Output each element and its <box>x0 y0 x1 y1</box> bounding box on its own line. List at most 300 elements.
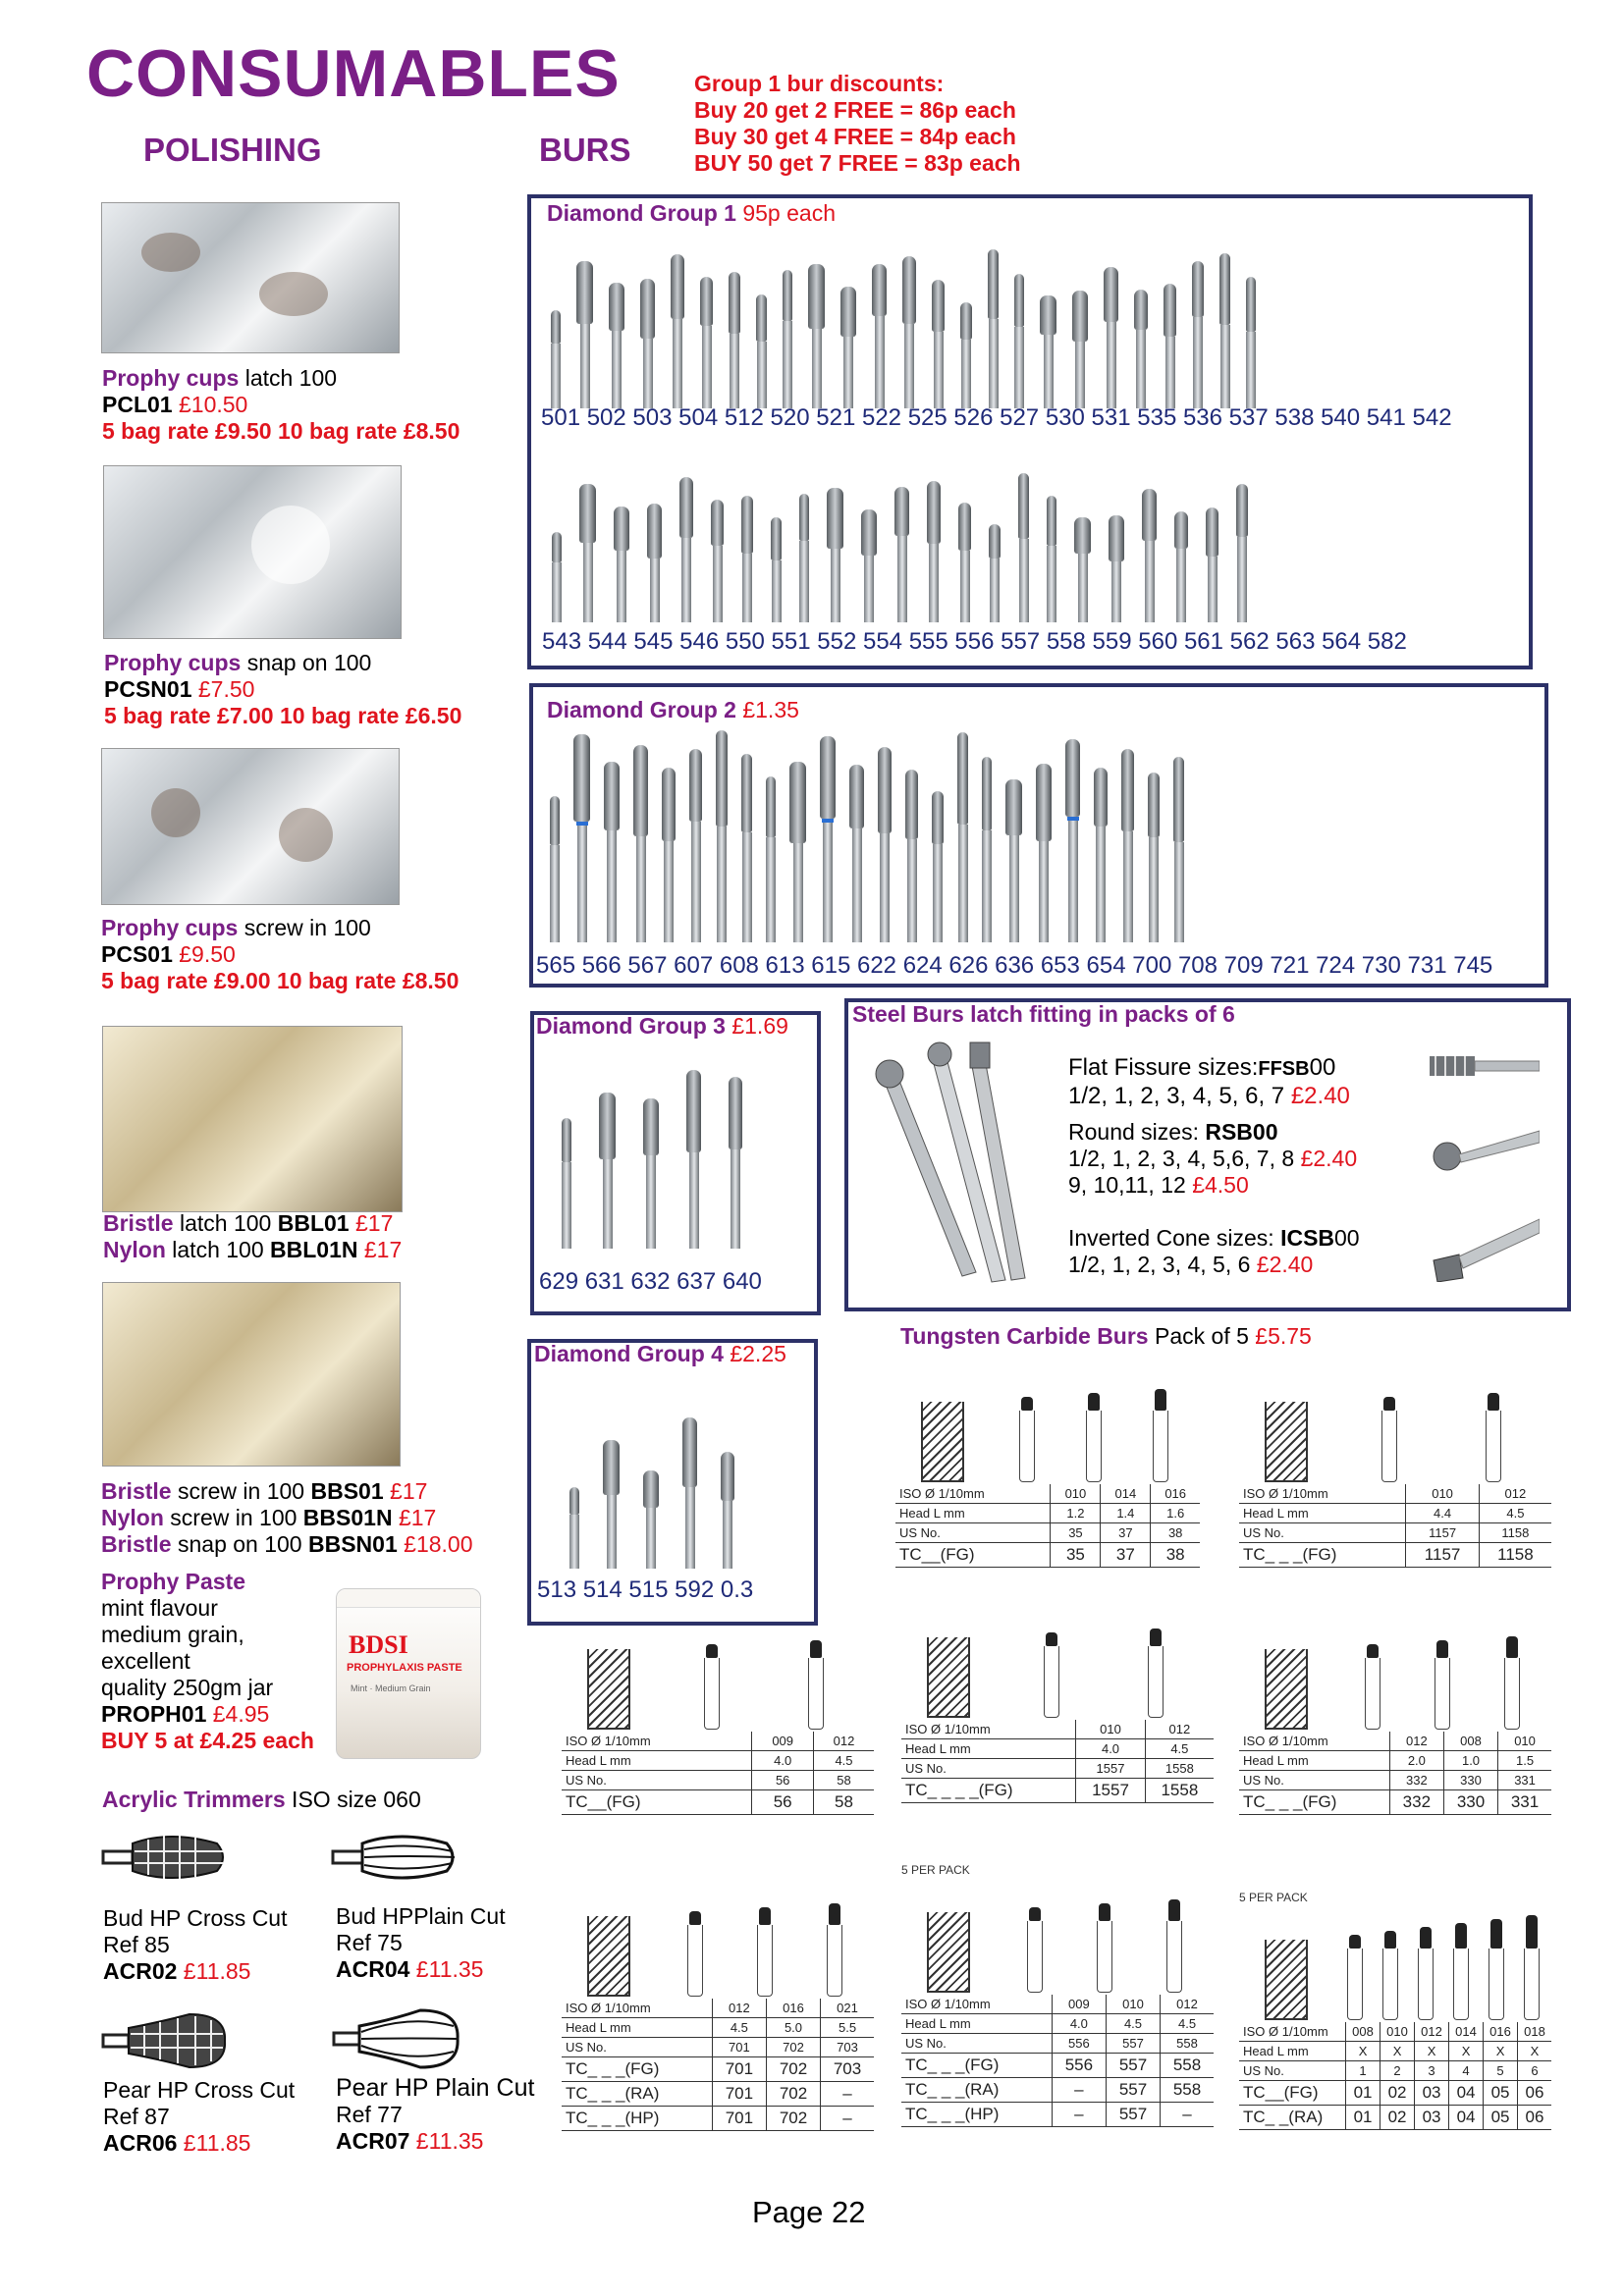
diamond-bur-icon <box>1065 739 1080 942</box>
product-code: PCS01 <box>101 941 173 967</box>
diamond-group-1-row-1 <box>543 232 1525 408</box>
table-row <box>562 2038 874 2057</box>
table-cell: 1158 <box>1479 1523 1551 1543</box>
table-cell: 702 <box>766 2038 820 2057</box>
product-price: £2.40 <box>1290 1083 1350 1109</box>
diamond-group-1-codes-2: 543 544 545 546 550 551 552 554 555 556 557 558 559 560 561 562 563 564 582 <box>542 628 1407 655</box>
diamond-bur-icon <box>614 507 629 622</box>
product-desc: snap on 100 <box>171 1531 308 1557</box>
table-cell: 012 <box>712 1999 766 2018</box>
diamond-bur-icon <box>1005 779 1022 942</box>
diamond-bur-icon <box>1219 253 1230 408</box>
table-cell: 4.0 <box>752 1751 814 1771</box>
tungsten-bur-icon <box>1027 1907 1043 1993</box>
table-cell: 012 <box>1145 1720 1214 1739</box>
tungsten-bur-icon <box>1044 1632 1059 1718</box>
tungsten-bur-drawing <box>1239 1622 1551 1730</box>
product-code: BBL01 <box>277 1210 350 1236</box>
table-cell: 04 <box>1449 2081 1484 2106</box>
diamond-bur-icon <box>711 500 724 622</box>
tungsten-bur-detail-icon <box>587 1649 630 1730</box>
iso-size: ISO size 060 <box>285 1787 421 1812</box>
item-code: ACR06 <box>103 2130 178 2156</box>
item-name: Bud HP Cross Cut <box>103 1905 288 1931</box>
table-cell: 558 <box>1161 2034 1214 2054</box>
table-row <box>562 1999 874 2018</box>
size-label: Inverted Cone sizes: <box>1068 1225 1281 1251</box>
diamond-bur-icon <box>982 757 992 942</box>
group-price: 95p each <box>735 200 836 226</box>
round-bur-icon <box>1430 1127 1540 1172</box>
table-cell: 016 <box>1151 1484 1200 1504</box>
bristle-latch-info <box>103 1210 402 1263</box>
product-name: Nylon <box>101 1505 164 1530</box>
diamond-bur-icon <box>878 747 892 942</box>
table-cell: 330 <box>1443 1771 1497 1790</box>
table-cell: 35 <box>1051 1523 1101 1543</box>
product-code: ICSB <box>1280 1225 1335 1251</box>
table-row <box>1239 2106 1551 2130</box>
diamond-bur-icon <box>989 524 1001 622</box>
inverted-cone-bur-icon <box>1430 1217 1540 1282</box>
diamond-bur-icon <box>579 484 596 622</box>
prophy-paste-info <box>101 1569 314 1754</box>
diamond-bur-icon <box>689 749 702 942</box>
table-cell: 1557 <box>1076 1759 1145 1779</box>
table-cell: – <box>821 2082 874 2107</box>
table-row <box>562 1751 874 1771</box>
tungsten-bur-icon <box>704 1644 720 1730</box>
table-row <box>901 1720 1214 1739</box>
table-cell: 38 <box>1151 1523 1200 1543</box>
diamond-bur-icon <box>861 509 877 622</box>
table-cell: 012 <box>1415 2022 1449 2042</box>
group-label: Diamond Group 3 <box>536 1013 726 1039</box>
table-row <box>562 1771 874 1790</box>
flat-fissure-info <box>1068 1054 1350 1109</box>
item-code: ACR02 <box>103 1958 178 1984</box>
product-name: Prophy Paste <box>101 1569 245 1594</box>
product-price: £17 <box>357 1237 403 1262</box>
table-row <box>895 1523 1200 1543</box>
product-name: Prophy cups <box>101 915 239 940</box>
diamond-bur-icon <box>1072 291 1088 408</box>
pear-cross-cut-icon <box>101 2008 229 2073</box>
bag-rate: 5 bag rate £9.50 10 bag rate £8.50 <box>102 418 460 444</box>
table-cell: – <box>821 2107 874 2131</box>
diamond-group-4-heading <box>534 1341 786 1367</box>
diamond-bur-icon <box>932 280 945 408</box>
row-label: TC_ _ _(FG) <box>1239 1790 1389 1815</box>
diamond-bur-icon <box>894 487 909 622</box>
table-cell: 1157 <box>1406 1543 1479 1568</box>
table-cell: 56 <box>752 1790 814 1815</box>
table-cell: 3 <box>1415 2061 1449 2081</box>
pear-plain-cut-icon <box>332 2004 461 2073</box>
table-row <box>895 1543 1200 1568</box>
tungsten-spec-table <box>1239 2022 1551 2130</box>
table-row <box>1239 2042 1551 2061</box>
table-cell: 331 <box>1498 1790 1551 1815</box>
table-cell: 703 <box>821 2038 874 2057</box>
table-row <box>1239 2022 1551 2042</box>
tungsten-bur-drawing <box>895 1374 1200 1482</box>
sizes: 9, 10,11, 12 <box>1068 1172 1193 1198</box>
tungsten-bur-icon <box>827 1903 842 1997</box>
table-cell: 008 <box>1346 2022 1380 2042</box>
group-price: £1.69 <box>725 1013 788 1039</box>
tungsten-bur-icon <box>1489 1919 1504 2020</box>
table-cell: 4.5 <box>1161 2014 1214 2034</box>
diamond-bur-icon <box>927 481 941 622</box>
bud-plain-cut-icon <box>331 1828 460 1887</box>
diamond-bur-icon <box>551 310 561 408</box>
table-cell: 1.5 <box>1498 1751 1551 1771</box>
table-cell: – <box>1052 2103 1106 2127</box>
table-cell: 332 <box>1389 1790 1443 1815</box>
group-price: £2.25 <box>723 1341 786 1366</box>
tungsten-bur-icon <box>1486 1393 1501 1482</box>
table-row <box>901 2054 1214 2078</box>
diamond-bur-icon <box>562 1118 571 1249</box>
table-cell: 012 <box>1161 1995 1214 2014</box>
row-label: ISO Ø 1/10mm <box>1239 2022 1346 2042</box>
diamond-bur-icon <box>1148 773 1160 942</box>
product-code: BBS01N <box>302 1505 393 1530</box>
diamond-bur-icon <box>741 754 752 942</box>
diamond-group-1-row-2 <box>543 457 1525 622</box>
diamond-bur-icon <box>1134 290 1148 408</box>
product-price: £17 <box>349 1210 394 1236</box>
diamond-bur-icon <box>771 517 782 622</box>
product-name: Prophy cups <box>104 650 242 675</box>
row-label: Head L mm <box>1239 1504 1406 1523</box>
round-burs-info <box>1068 1119 1357 1199</box>
tungsten-spec-table <box>901 1995 1214 2127</box>
diamond-bur-icon <box>682 1417 697 1569</box>
product-desc: snap on 100 <box>241 650 372 675</box>
table-cell: 03 <box>1415 2106 1449 2130</box>
product-price: £2.40 <box>1256 1252 1314 1277</box>
table-cell: 556 <box>1052 2034 1106 2054</box>
table-cell: 01 <box>1346 2106 1380 2130</box>
table-row <box>901 1779 1214 1803</box>
diamond-bur-icon <box>603 1440 620 1569</box>
tungsten-bur-icon <box>1347 1935 1363 2020</box>
table-cell: 1.4 <box>1101 1504 1151 1523</box>
table-cell: 2.0 <box>1389 1751 1443 1771</box>
jar-brand: BDSI <box>349 1630 408 1659</box>
tungsten-bur-drawing <box>562 1889 874 1997</box>
table-row <box>901 1739 1214 1759</box>
diamond-group-1-heading <box>547 200 836 227</box>
product-code: FFSB <box>1258 1058 1310 1080</box>
product-name: Bristle <box>101 1478 172 1504</box>
table-cell: X <box>1518 2042 1551 2061</box>
table-cell: 37 <box>1101 1523 1151 1543</box>
group-label: Diamond Group 4 <box>534 1341 724 1366</box>
diamond-bur-icon <box>958 503 971 622</box>
diamond-bur-icon <box>988 249 999 408</box>
row-label: ISO Ø 1/10mm <box>1239 1732 1389 1751</box>
diamond-bur-icon <box>1014 274 1024 408</box>
diamond-bur-icon <box>1246 277 1256 408</box>
size-label: Flat Fissure sizes: <box>1068 1054 1259 1081</box>
table-row <box>562 2082 874 2107</box>
table-row <box>895 1504 1200 1523</box>
tungsten-bur-detail-icon <box>927 1912 970 1993</box>
table-cell: 009 <box>1052 1995 1106 2014</box>
diamond-bur-icon <box>1236 484 1248 622</box>
diamond-bur-icon <box>1142 489 1157 622</box>
product-name: Bristle <box>101 1531 172 1557</box>
product-name: Nylon <box>103 1237 166 1262</box>
diamond-bur-icon <box>576 261 593 408</box>
row-label: US No. <box>901 1759 1076 1779</box>
table-row <box>901 2078 1214 2103</box>
table-cell: 018 <box>1518 2022 1551 2042</box>
table-cell: 5 <box>1484 2061 1518 2081</box>
product-desc: excellent <box>101 1648 190 1674</box>
table-cell: 702 <box>766 2107 820 2131</box>
table-cell: 37 <box>1101 1543 1151 1568</box>
product-desc: screw in 100 <box>171 1478 311 1504</box>
jar-sub: Mint · Medium Grain <box>351 1683 431 1693</box>
table-row <box>562 2018 874 2038</box>
product-desc: quality 250gm jar <box>101 1675 274 1700</box>
row-label: TC_ _ _ _(FG) <box>901 1779 1076 1803</box>
item-name: Pear HP Plain Cut <box>336 2074 535 2102</box>
product-price: £2.40 <box>1300 1146 1358 1171</box>
row-label: Head L mm <box>1239 1751 1389 1771</box>
table-cell: 012 <box>1479 1484 1551 1504</box>
row-label: TC__(FG) <box>562 1790 752 1815</box>
table-cell: 05 <box>1484 2081 1518 2106</box>
item-ref: Ref 87 <box>103 2104 170 2129</box>
row-label: TC_ _(RA) <box>1239 2106 1346 2130</box>
table-row <box>562 1790 874 1815</box>
diamond-group-2-row <box>543 717 1535 942</box>
tungsten-bur-detail-icon <box>587 1916 630 1997</box>
table-cell: 1.2 <box>1051 1504 1101 1523</box>
table-cell: 701 <box>712 2082 766 2107</box>
table-cell: 014 <box>1449 2022 1484 2042</box>
tungsten-bur-icon <box>1381 1397 1397 1482</box>
diamond-bur-icon <box>647 504 662 622</box>
diamond-bur-icon <box>550 796 560 942</box>
diamond-bur-icon <box>808 264 825 408</box>
table-cell: 4.5 <box>1106 2014 1160 2034</box>
table-cell: 02 <box>1380 2106 1415 2130</box>
table-cell: 010 <box>1380 2022 1415 2042</box>
tungsten-bur-icon <box>1435 1640 1450 1730</box>
table-cell: 701 <box>712 2057 766 2082</box>
item-name: Bud HPPlain Cut <box>336 1903 506 1929</box>
table-cell: 5.0 <box>766 2018 820 2038</box>
diamond-bur-icon <box>1074 517 1091 622</box>
product-desc: latch 100 <box>165 1237 271 1262</box>
sizes: 1/2, 1, 2, 3, 4, 5, 6, 7 <box>1068 1083 1291 1109</box>
group-price: £1.35 <box>735 697 799 722</box>
table-cell: 6 <box>1518 2061 1551 2081</box>
prophy-cups-snap-info <box>104 650 461 729</box>
steel-burs-photo <box>864 1041 1041 1296</box>
diamond-bur-icon <box>609 283 624 408</box>
table-cell: 58 <box>813 1771 874 1790</box>
table-cell: 4 <box>1449 2061 1484 2081</box>
table-row <box>562 1732 874 1751</box>
diamond-bur-icon <box>679 477 693 622</box>
table-row <box>901 2014 1214 2034</box>
table-row <box>1239 1732 1551 1751</box>
tungsten-bur-detail-icon <box>1265 1940 1308 2020</box>
tungsten-bur-icon <box>1097 1903 1112 1993</box>
group-label: Diamond Group 1 <box>547 200 736 226</box>
product-code: PCSN01 <box>104 676 192 702</box>
diamond-bur-icon <box>700 277 713 408</box>
table-cell: 58 <box>813 1790 874 1815</box>
tungsten-bur-icon <box>1524 1915 1540 2020</box>
diamond-bur-icon <box>905 770 918 942</box>
diamond-bur-icon <box>932 791 944 942</box>
row-label: TC_ _ _(RA) <box>562 2082 712 2107</box>
table-cell: 330 <box>1443 1790 1497 1815</box>
table-cell: X <box>1415 2042 1449 2061</box>
product-price: £4.50 <box>1192 1172 1249 1198</box>
acrylic-item-bud-plain <box>336 1903 506 1983</box>
product-desc: screw in 100 <box>238 915 371 940</box>
diamond-bur-icon <box>633 745 648 942</box>
table-cell: 06 <box>1518 2081 1551 2106</box>
tungsten-spec-table <box>895 1484 1200 1568</box>
row-label: TC_ _ _(FG) <box>901 2054 1052 2078</box>
table-cell: 04 <box>1449 2106 1484 2130</box>
tungsten-bur-drawing <box>1239 1912 1551 2020</box>
diamond-bur-icon <box>721 1452 734 1569</box>
burs-heading: BURS <box>539 132 631 168</box>
table-row <box>1239 1790 1551 1815</box>
table-row <box>1239 1771 1551 1790</box>
row-label: US No. <box>1239 1523 1406 1543</box>
product-price: £17 <box>392 1505 437 1530</box>
row-label: TC_ _ _(HP) <box>901 2103 1052 2127</box>
diamond-bur-icon <box>1104 267 1118 408</box>
diamond-bur-icon <box>599 1093 616 1249</box>
group1-discounts <box>694 71 1021 177</box>
table-cell: 331 <box>1498 1771 1551 1790</box>
table-cell: 702 <box>766 2057 820 2082</box>
tungsten-spec-table <box>1239 1732 1551 1815</box>
diamond-bur-icon <box>1173 757 1184 942</box>
diamond-bur-icon <box>849 765 864 942</box>
row-label: US No. <box>1239 2061 1346 2081</box>
product-code: PROPH01 <box>101 1701 207 1727</box>
table-cell: 56 <box>752 1771 814 1790</box>
tungsten-bur-detail-icon <box>1265 1649 1308 1730</box>
diamond-bur-icon <box>671 254 684 408</box>
tungsten-bur-icon <box>1365 1644 1380 1730</box>
table-cell: 4.5 <box>712 2018 766 2038</box>
table-cell: 012 <box>813 1732 874 1751</box>
table-cell: 010 <box>1076 1720 1145 1739</box>
row-label: ISO Ø 1/10mm <box>562 1732 752 1751</box>
tungsten-bur-detail-icon <box>927 1637 970 1718</box>
diamond-bur-icon <box>1121 749 1134 942</box>
diamond-bur-icon <box>872 264 887 408</box>
table-cell: X <box>1346 2042 1380 2061</box>
table-cell: 557 <box>1106 2054 1160 2078</box>
table-cell: 01 <box>1346 2081 1380 2106</box>
prophy-cups-latch-photo <box>101 202 400 353</box>
diamond-bur-icon <box>573 734 590 942</box>
table-cell: 1558 <box>1145 1759 1214 1779</box>
tungsten-bur-drawing <box>901 1885 1214 1993</box>
table-cell: – <box>1161 2103 1214 2127</box>
row-label: US No. <box>895 1523 1051 1543</box>
diamond-bur-icon <box>643 1470 659 1569</box>
prophy-cups-snap-photo <box>103 465 402 639</box>
sizes: 1/2, 1, 2, 3, 4, 5,6, 7, 8 <box>1068 1146 1301 1171</box>
discount-line: BUY 50 get 7 FREE = 83p each <box>694 150 1021 176</box>
item-price: £11.35 <box>409 1956 484 1982</box>
table-row <box>1239 1504 1551 1523</box>
table-row <box>895 1484 1200 1504</box>
size-label: Round sizes: <box>1068 1119 1206 1145</box>
table-cell: – <box>1052 2078 1106 2103</box>
row-label: ISO Ø 1/10mm <box>895 1484 1051 1504</box>
row-label: US No. <box>901 2034 1052 2054</box>
table-cell: 332 <box>1389 1771 1443 1790</box>
table-row <box>901 2103 1214 2127</box>
table-cell: 35 <box>1051 1543 1101 1568</box>
table-cell: 556 <box>1052 2054 1106 2078</box>
row-label: TC_ _ _(FG) <box>562 2057 712 2082</box>
product-price: £5.75 <box>1255 1323 1312 1349</box>
prophy-paste-jar <box>336 1588 481 1759</box>
diamond-bur-icon <box>604 762 620 942</box>
tungsten-heading <box>900 1323 1312 1350</box>
bristle-screw-info <box>101 1478 473 1558</box>
product-price: £10.50 <box>172 392 248 417</box>
product-desc: screw in 100 <box>163 1505 303 1530</box>
table-cell: 016 <box>766 1999 820 2018</box>
diamond-bur-icon <box>799 494 809 622</box>
tungsten-bur-icon <box>687 1911 703 1997</box>
row-label: ISO Ø 1/10mm <box>1239 1484 1406 1504</box>
tungsten-spec-table <box>901 1720 1214 1803</box>
product-price: £18.00 <box>397 1531 473 1557</box>
code-suffix: 00 <box>1309 1054 1336 1081</box>
diamond-group-3-codes: 629 631 632 637 640 <box>539 1268 762 1295</box>
page-title: CONSUMABLES <box>86 36 621 111</box>
diamond-bur-icon <box>1094 768 1108 942</box>
diamond-bur-icon <box>783 270 792 408</box>
bag-rate: 5 bag rate £7.00 10 bag rate £6.50 <box>104 703 462 728</box>
tungsten-bur-detail-icon <box>1265 1402 1308 1482</box>
discount-line: Group 1 bur discounts: <box>694 71 945 96</box>
table-cell: 2 <box>1380 2061 1415 2081</box>
table-cell: 008 <box>1443 1732 1497 1751</box>
table-cell: 4.5 <box>1479 1504 1551 1523</box>
tungsten-bur-icon <box>1166 1899 1182 1993</box>
item-price: £11.85 <box>177 1958 251 1984</box>
section-title: Tungsten Carbide Burs <box>900 1323 1149 1349</box>
table-cell: 557 <box>1106 2078 1160 2103</box>
diamond-bur-icon <box>662 768 676 942</box>
table-cell: 38 <box>1151 1543 1200 1568</box>
bag-rate: 5 bag rate £9.00 10 bag rate £8.50 <box>101 968 460 993</box>
item-ref: Ref 75 <box>336 1930 403 1955</box>
